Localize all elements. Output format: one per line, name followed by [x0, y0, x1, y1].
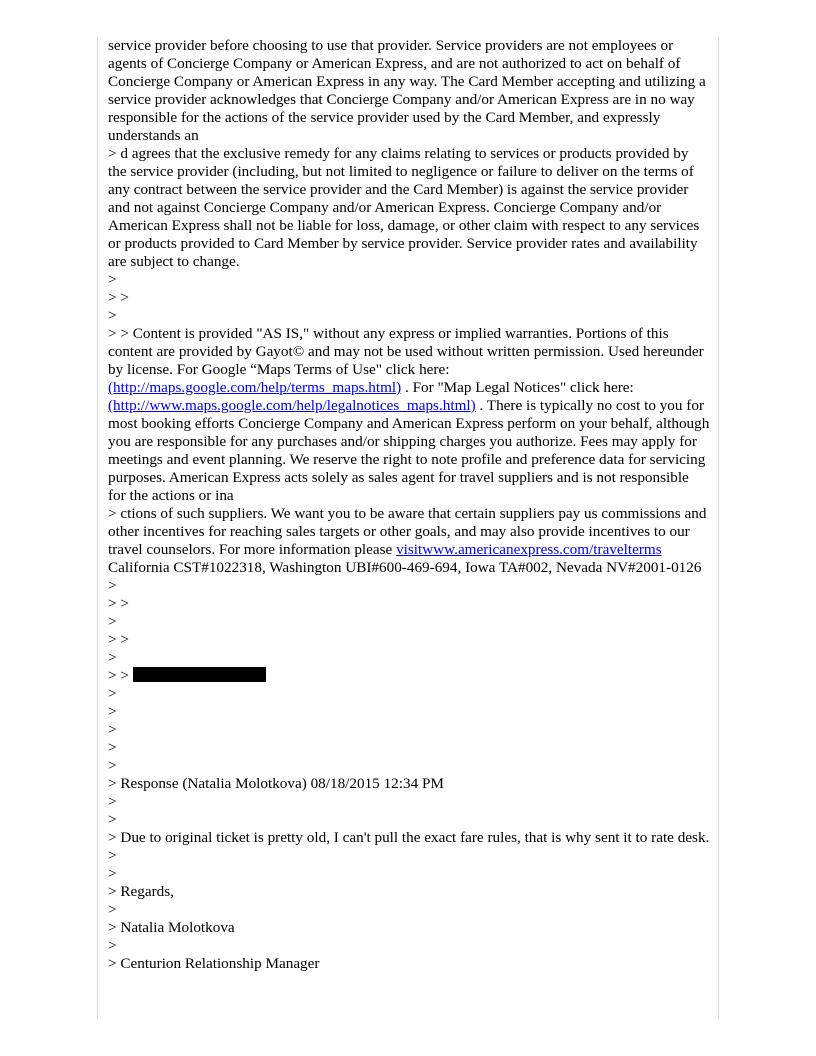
quote-line: > [108, 721, 117, 738]
signature-name: > Natalia Molotkova [108, 919, 235, 936]
quote-line: > [108, 739, 117, 756]
response-header: > Response (Natalia Molotkova) 08/18/2015 12:34 PM [108, 775, 444, 792]
quote-line: > [108, 793, 117, 810]
left-margin-rule [97, 37, 98, 1019]
paragraph: service provider before choosing to use that provider. Service providers are not employees or agents of Concierge Company or American Express, and are not authorized to act on behalf of Concierge Company or American Express in any way. The Card Member accepting and utilizing a service provider acknowledges that Concierge Company and/or American Express are in no way responsible for the actions of the service provider used by the Card Member, and expressly understands an [108, 37, 706, 144]
quote-line: > [108, 937, 117, 954]
quote-line: > [108, 811, 117, 828]
quote-line: > > [108, 631, 129, 648]
disclaimer-text: California CST#1022318, Washington UBI#600-469-694, Iowa TA#002, Nevada NV#2001-0126 [108, 559, 702, 576]
quote-line: > [108, 901, 117, 918]
quote-line: > [108, 271, 117, 288]
travel-terms-link[interactable]: visitwww.americanexpress.com/travelterms [396, 541, 662, 558]
quote-line: > [108, 703, 117, 720]
quote-line: > > [108, 289, 129, 306]
quote-line: > [108, 649, 117, 666]
disclaimer-paragraph [108, 505, 710, 577]
signoff: > Regards, [108, 883, 174, 900]
quote-line: > [108, 865, 117, 882]
right-margin-rule [718, 37, 719, 1019]
response-message: > Due to original ticket is pretty old, I can't pull the exact fare rules, that is why sent it to rate desk. [108, 829, 710, 846]
signature-title: > Centurion Relationship Manager [108, 955, 320, 972]
quote-line: > [108, 757, 117, 774]
quote-line: > [108, 847, 117, 864]
disclaimer-text: > > Content is provided "AS IS," without any express or implied warranties. Portions of this content are provided by Gayot© and may not be used without written permission. Used hereunder by license. For Google “Maps Terms of Use" click here: [108, 325, 704, 378]
map-legal-notices-link[interactable]: (http://www.maps.google.com/help/legalnotices_maps.html) [108, 397, 476, 414]
quote-line: > [108, 307, 117, 324]
quote-line: > [108, 685, 117, 702]
paragraph: > d agrees that the exclusive remedy for any claims relating to services or products provided by the service provider (including, but not limited to negligence or failure to deliver on the terms of any contract between the service provider and the Card Member) is against the service provider and not against Concierge Company and/or American Express. Concierge Company and/or American Express shall not be liable for loss, damage, or other claim with respect to any services or products provided to Card Member by service provider. Service provider rates and availability are subject to change. [108, 145, 700, 270]
redaction-block [133, 667, 266, 682]
quote-line: > [108, 577, 117, 594]
quote-line-redacted: > > [108, 667, 710, 685]
disclaimer-text: > ctions of such suppliers. We want you to be aware that certain suppliers pay us commissions and other incentives for reaching sales targets or other goals, and may also provide incentives to our travel counselors. For more information please [108, 505, 707, 558]
disclaimer-text: . There is typically no cost to you for most booking efforts Concierge Company and American Express perform on your behalf, although you are responsible for any purchases and/or shipping charges you authorize. Fees may apply for meetings and event planning. We reserve the right to note profile and preference data for servicing purposes. American Express acts solely as sales agent for travel suppliers and is not responsible for the actions or ina [108, 397, 710, 504]
disclaimer-text: . For "Map Legal Notices" click here: [401, 379, 634, 396]
quote-line: > [108, 613, 117, 630]
google-maps-terms-link[interactable]: (http://maps.google.com/help/terms_maps.html) [108, 379, 402, 396]
email-body [108, 37, 710, 973]
quote-line: > > [108, 595, 129, 612]
disclaimer-paragraph [108, 325, 710, 505]
